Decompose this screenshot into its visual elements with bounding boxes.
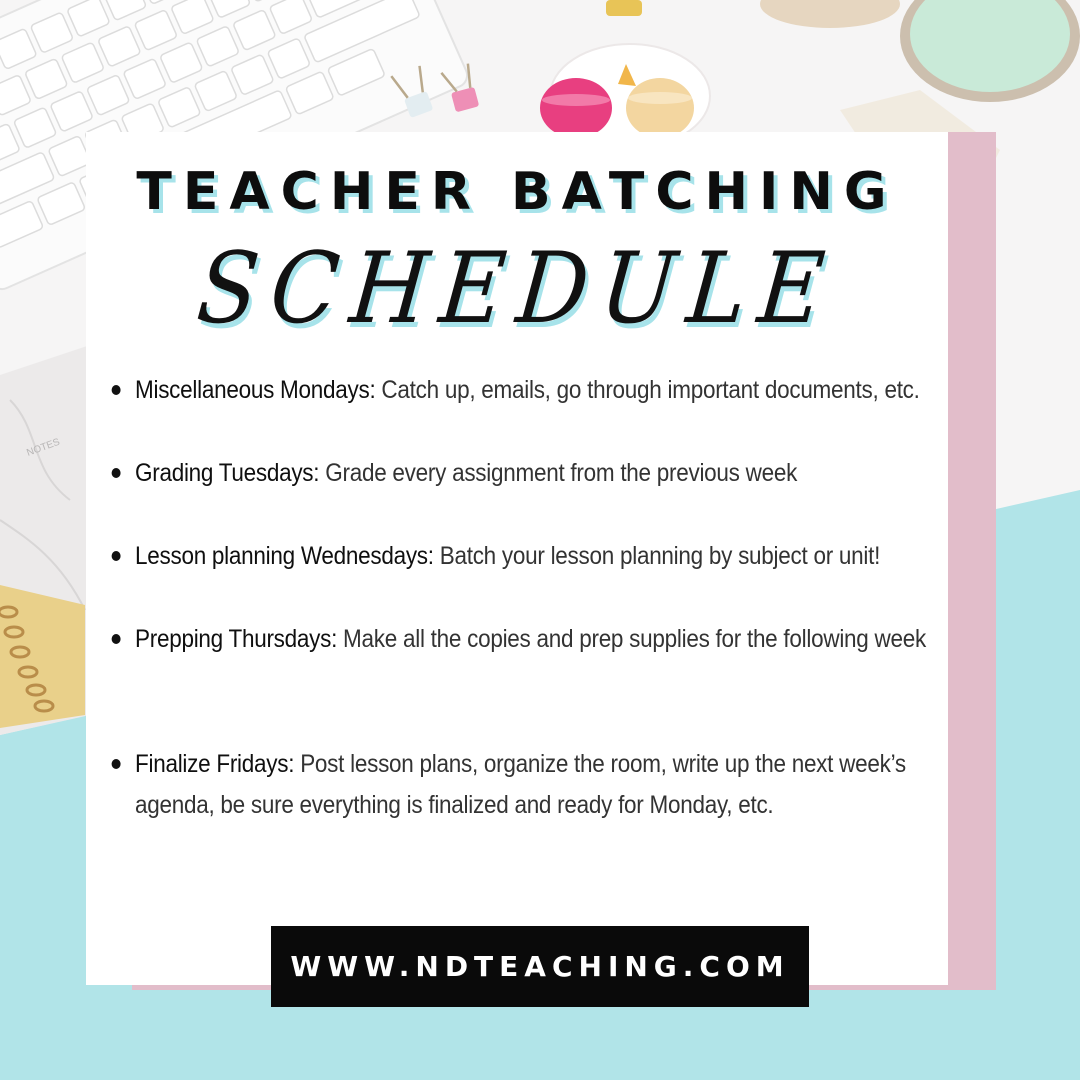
day-description: Post lesson plans, organize the room, write up the next week’s agenda, be sure everything is finalized and ready for Monday, etc. xyxy=(135,750,906,819)
bullet-icon xyxy=(112,468,121,478)
website-banner[interactable] xyxy=(271,926,809,1007)
bullet-icon xyxy=(112,759,121,769)
svg-text:NOTES: NOTES xyxy=(25,436,62,459)
day-description: Make all the copies and prep supplies for the following week xyxy=(337,625,926,653)
day-label: Lesson planning Wednesdays: xyxy=(135,542,434,570)
script-subtitle: SCHEDULE xyxy=(192,232,842,346)
bullet-icon xyxy=(112,634,121,644)
day-label: Prepping Thursdays: xyxy=(135,625,338,653)
day-label: Grading Tuesdays: xyxy=(135,459,320,487)
list-item xyxy=(108,619,986,660)
schedule-card xyxy=(86,132,948,985)
day-description: Catch up, emails, go through important documents, etc. xyxy=(375,376,920,404)
list-item xyxy=(108,453,986,494)
bullet-icon xyxy=(112,551,121,561)
day-description: Batch your lesson planning by subject or unit! xyxy=(433,542,881,570)
list-item xyxy=(108,370,986,411)
bullet-icon xyxy=(112,385,121,395)
day-label: Finalize Fridays: xyxy=(135,750,295,778)
list-item xyxy=(108,536,986,577)
gold-accessory xyxy=(606,0,642,16)
day-description: Grade every assignment from the previous week xyxy=(319,459,798,487)
website-url[interactable]: WWW.NDTEACHING.COM xyxy=(290,950,790,983)
list-item xyxy=(108,744,986,826)
day-label: Miscellaneous Mondays: xyxy=(135,376,376,404)
page-title: TEACHER BATCHING xyxy=(136,162,898,222)
